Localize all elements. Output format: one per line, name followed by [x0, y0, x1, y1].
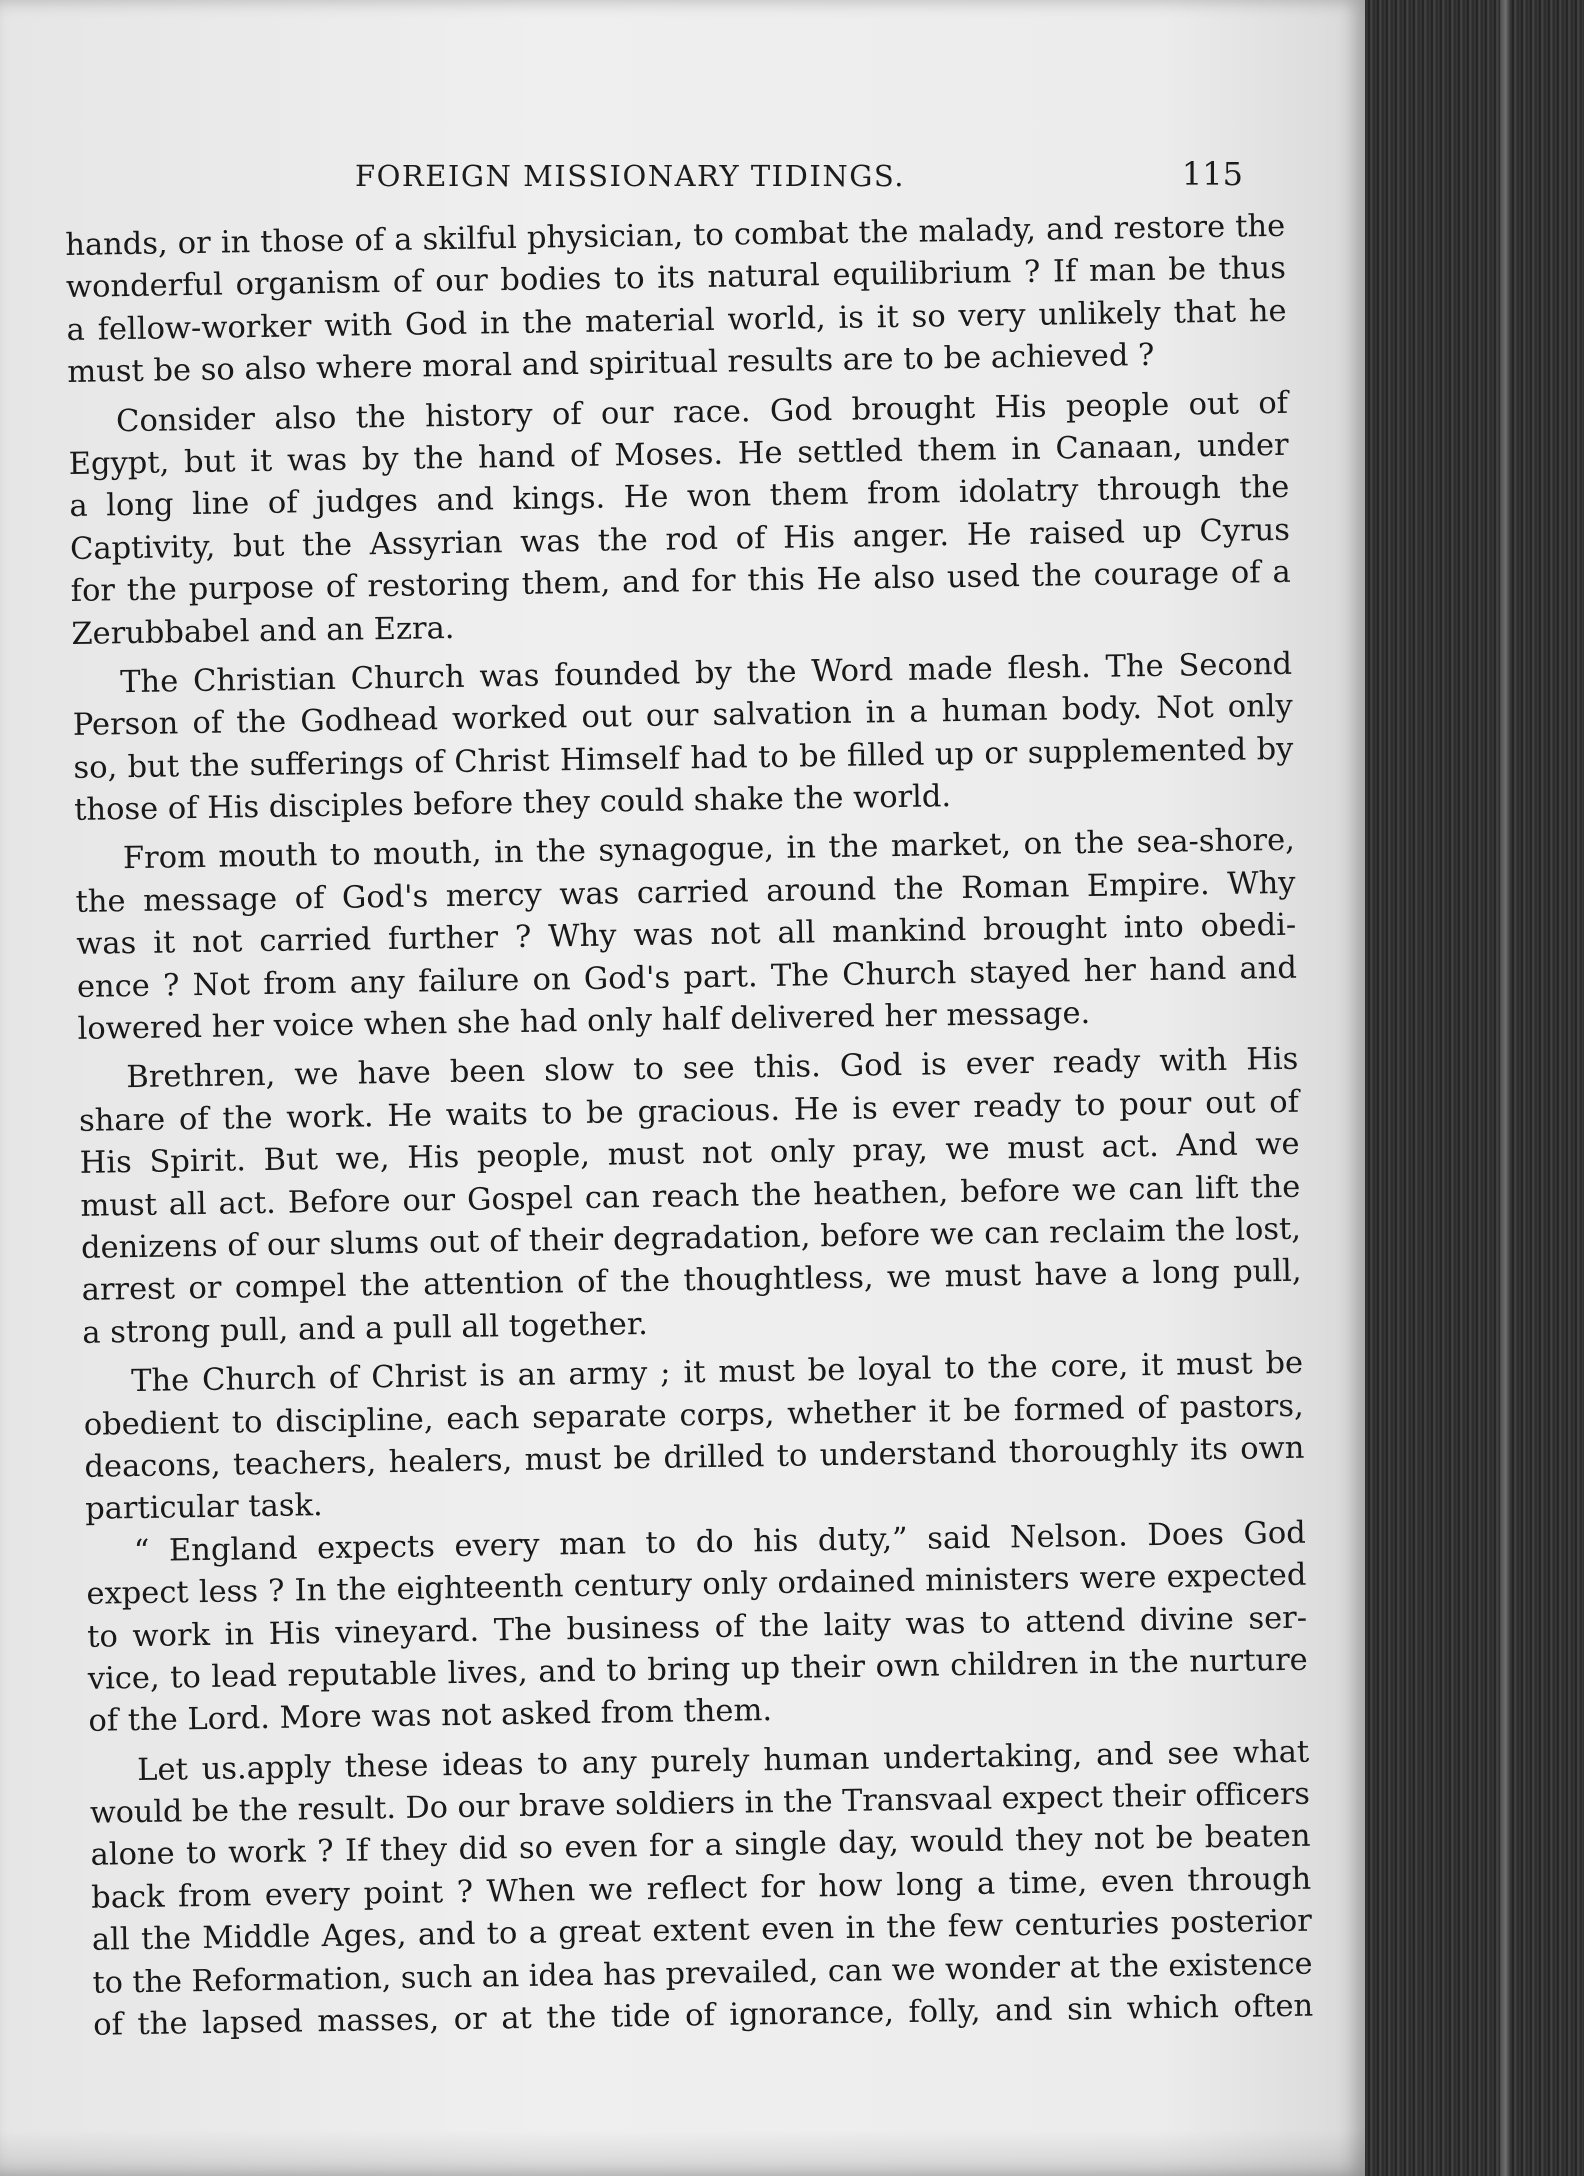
- text-line: particular task.: [84, 1488, 323, 1528]
- book-page-edges: [1365, 0, 1584, 2176]
- text-line: to work in His vineyard. The business of the laity was to attend divine ser-: [86, 1600, 1308, 1655]
- text-line: expect less ? In the eighteenth century only ordained ministers were expected: [86, 1557, 1307, 1612]
- text-line: Egypt, but it was by the hand of Moses. He settled them in Canaan, under: [68, 427, 1289, 482]
- text-line: arrest or compel the attention of the thoughtless, we must have a long pull,: [81, 1254, 1302, 1309]
- text-line: must all act. Before our Gospel can reach the heathen, before we can lift the: [80, 1169, 1301, 1224]
- text-line: for the purpose of restoring them, and for this He also used the courage of a: [70, 554, 1291, 610]
- text-line: of the Lord. More was not asked from them.: [88, 1693, 773, 1740]
- text-line: obedient to discipline, each separate corps, whether it be formed of pastors,: [83, 1388, 1304, 1443]
- text-line: lowered her voice when she had only half delivered her message.: [77, 996, 1091, 1047]
- text-line: Person of the Godhead worked out our salvation in a human body. Not only: [72, 689, 1293, 744]
- text-line: vice, to lead reputable lives, and to bring up their own children in the nurture: [87, 1642, 1308, 1697]
- text-line: Let us.apply these ideas to any purely human undertaking, and see what: [137, 1734, 1310, 1788]
- text-line: share of the work. He waits to be gracious. He is ever ready to pour out of: [78, 1084, 1300, 1139]
- text-line: denizens of our slums out of their degradation, before we can reclaim the lost,: [80, 1211, 1302, 1266]
- text-line: a long line of judges and kings. He won them from idolatry through the: [69, 470, 1290, 525]
- text-line: “ England expects every man to do his duty,” said Nelson. Does God: [133, 1515, 1306, 1569]
- body-text: [65, 206, 1313, 2047]
- text-line: to the Reformation, such an idea has prevailed, can we wonder at the existence: [92, 1946, 1313, 2001]
- page-number: 115: [1181, 155, 1243, 193]
- text-line: alone to work ? If they did so even for a single day, would they not be beaten: [90, 1819, 1311, 1874]
- text-line: Consider also the history of our race. God brought His people out of: [115, 385, 1289, 439]
- text-line: The Church of Christ is an army ; it must be loyal to the core, it must be: [130, 1345, 1304, 1400]
- text-line: wonderful organism of our bodies to its natural equilibrium ? If man be thus: [65, 251, 1287, 306]
- text-line: the message of God's mercy was carried around the Roman Empire. Why: [75, 865, 1296, 920]
- text-line: must be so also where moral and spiritual results are to be achieved ?: [67, 338, 1155, 391]
- text-line: The Christian Church was founded by the Word made flesh. The Second: [119, 646, 1293, 701]
- page-bottom-shadow: [0, 2130, 1365, 2176]
- text-line: a strong pull, and a pull all together.: [82, 1306, 649, 1351]
- text-line: Captivity, but the Assyrian was the rod of His anger. He raised up Cyrus: [69, 512, 1291, 567]
- text-line: deacons, teachers, healers, must be drilled to understand thoroughly its own: [84, 1430, 1305, 1485]
- text-line: ence ? Not from any failure on God's part. The Church stayed her hand and: [76, 950, 1298, 1005]
- text-line: back from every point ? When we reflect for how long a time, even through: [91, 1861, 1312, 1916]
- text-line: was it not carried further ? Why was not all mankind brought into obedi-: [76, 908, 1297, 963]
- text-line: hands, or in those of a skilful physician, to combat the malady, and restore the: [65, 208, 1286, 263]
- text-line: Zerubbabel and an Ezra.: [71, 610, 455, 652]
- running-head-title: FOREIGN MISSIONARY TIDINGS.: [355, 159, 905, 193]
- text-line: From mouth to mouth, in the synagogue, in the market, on the sea-shore,: [122, 823, 1296, 877]
- text-line: all the Middle Ages, and to a great extent even in the few centuries posterior: [91, 1903, 1313, 1959]
- page-edge-highlight: [1500, 0, 1510, 2176]
- text-line: Brethren, we have been slow to see this. God is ever ready with His: [126, 1042, 1299, 1096]
- running-head: [355, 155, 1255, 205]
- text-line: those of His disciples before they could shake the world.: [73, 779, 952, 829]
- text-line: so, but the sufferings of Christ Himself had to be filled up or supplemented by: [73, 731, 1294, 786]
- text-line: a fellow-worker with God in the material world, is it so very unlikely that he: [66, 293, 1287, 348]
- text-line: of the lapsed masses, or at the tide of ignorance, folly, and sin which often: [93, 1988, 1314, 2043]
- text-line: would be the result. Do our brave soldiers in the Transvaal expect their officers: [89, 1776, 1311, 1831]
- text-line: His Spirit. But we, His people, must not only pray, we must act. And we: [79, 1126, 1300, 1182]
